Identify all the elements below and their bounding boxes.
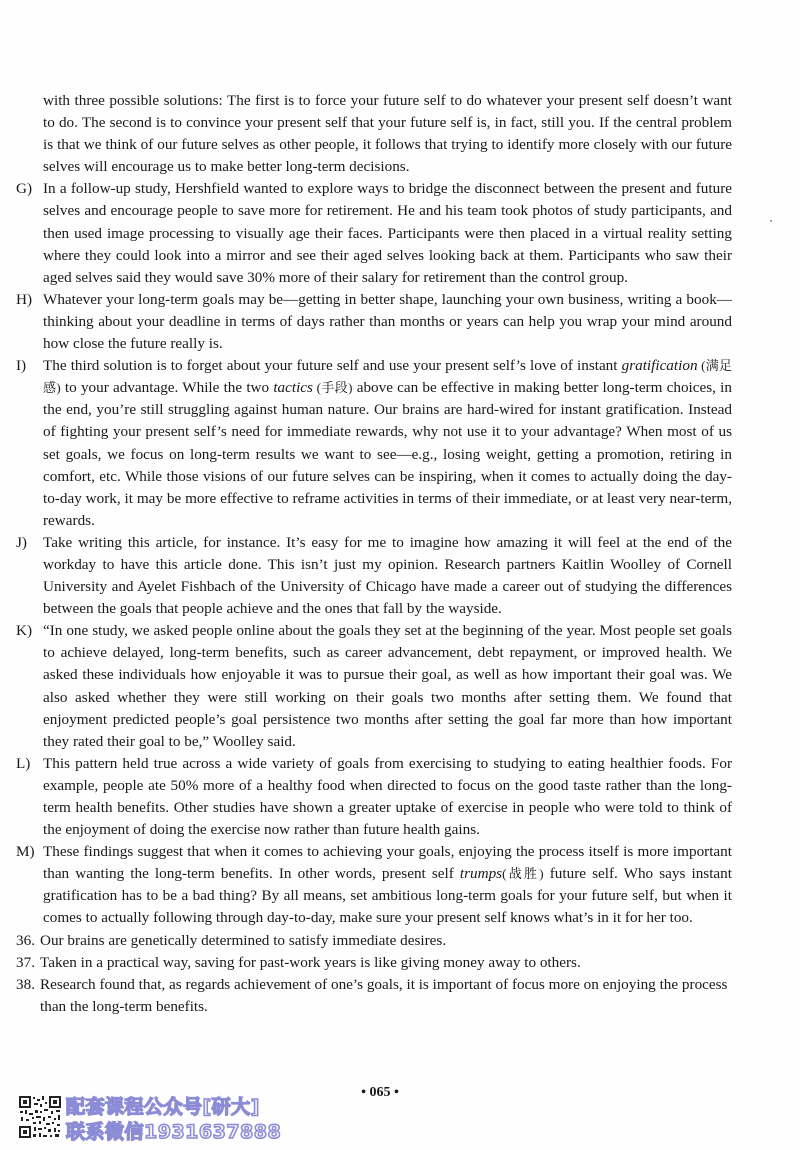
chinese-gloss: (满足感) [43,358,732,396]
paragraph-label: G) [16,180,33,198]
text-run: to your advantage. While the two [60,379,274,397]
italic-term: gratification [621,357,698,375]
question-text: Our brains are genetically determined to satisfy immediate desires. [40,931,447,949]
italic-term: tactics [273,379,313,397]
question-number: 36. [16,931,35,949]
chinese-gloss: (战胜) [502,866,544,882]
question-38 [16,974,732,1018]
watermark-line-2: 联系微信1931637888 [66,1121,282,1143]
paragraph-text: with three possible solutions: The first is to force your future self to do whatever your present self doesn’t want to do. The second is to convince your present self that your future self is, in fact, still you. If the central problem is that we think of our future selves as other people, it follows that trying to identify more closely with our future selves will encourage us to make better long-term decisions. [43,92,732,176]
question-number: 37. [16,953,35,971]
paragraph-continued [16,90,732,178]
question-text: Taken in a practical way, saving for past-work years is like giving money away to others. [40,953,581,971]
italic-term: trumps [459,865,503,883]
paragraph-label: M) [16,843,35,861]
chinese-gloss: (手段) [312,380,353,396]
paragraph-text: In a follow-up study, Hershfield wanted to explore ways to bridge the disconnect between the present and future selves and encourage people to save more for retirement. He and his team took photos of study participants, and then used image processing to visually age their faces. Participants were then placed in a virtual reality setting where they could look into a mirror and see their aged selves looking back at them. Participants who saw their aged selves said they would save 30% more of their salary for retirement than the control group. [43,180,732,286]
paragraph-label: J) [16,533,27,551]
question-text: Research found that, as regards achievement of one’s goals, it is important of focus more on enjoying the process than the long-term benefits. [40,975,728,1015]
paragraph-label: I) [16,357,27,375]
text-run: above can be effective in making better long-term choices, in the end, you’re still struggling against human nature. Our brains are hard-wired for instant gratification. Instead of fighting your present self’s need for immediate rewards, why not use it to your advantage? When most of us set goals, we focus on long-term results we want to see—e.g., losing weight, getting a promotion, retiring in comfort, etc. While those visions of our future selves can be inspiring, when it comes to actually doing the day-to-day work, it may be more effective to reframe activities in terms of their immediate, or at least very near-term, rewards. [43,379,732,529]
paragraph-label: K) [16,622,33,640]
page-number: • 065 • [361,1085,399,1100]
paragraph-g [16,178,732,288]
paragraph-text [43,355,732,532]
paragraph-m [16,841,732,929]
text-run: These findings suggest that when it comes to achieving your goals, enjoying the process itself is more important than wanting the long-term benefits. In other words, present self [43,843,732,883]
paragraph-k [16,620,732,753]
paragraph-text: “In one study, we asked people online about the goals they set at the beginning of the year. Most people set goals to achieve delayed, long-term benefits, such as career advancement, debt repayment, or improved health. We asked these individuals how enjoyable it was to pursue their goal, as well as how important their goal was. We also asked whether they were still working on their goals two months after setting them. We found that enjoyment predicted people’s goal persistence two months after setting the goal far more than how important they rated their goal to be,” Woolley said. [43,622,732,750]
qr-code-icon [18,1095,62,1139]
paragraph-h [16,289,732,355]
paragraph-label: L) [16,754,31,772]
paragraph-j [16,532,732,620]
paragraph-l [16,753,732,841]
paragraph-label: H) [16,290,33,308]
paragraph-text: This pattern held true across a wide variety of goals from exercising to studying to eating healthier foods. For example, people ate 50% more of a healthy food when directed to focus on the good taste rather than the long-term health benefits. Other studies have shown a greater uptake of exercise in people who were told to think of the enjoyment of doing the exercise now rather than future health gains. [43,754,732,839]
paragraph-text [43,841,732,929]
paragraph-text: Take writing this article, for instance. It’s easy for me to imagine how amazing it will feel at the end of the workday to have this article done. This isn’t just my opinion. Research partners Kaitlin Woolley of Cornell University and Ayelet Fishbach of the University of Chicago have made a career out of studying the differences between the goals that people achieve and the ones that fall by the wayside. [43,533,732,618]
question-number: 38. [16,975,35,993]
paragraph-i [16,355,732,532]
watermark-line-1: 配套课程公众号[研大] [66,1096,260,1118]
paragraph-text: Whatever your long-term goals may be—getting in better shape, launching your own business, writing a book—thinking about your deadline in terms of days rather than months or years can help you wrap your mind around how close the future really is. [43,290,732,353]
question-37 [16,952,732,974]
text-run: The third solution is to forget about your future self and use your present self’s love of instant [43,357,622,375]
question-36 [16,930,732,952]
reading-passage [16,90,732,1018]
scan-speck [770,220,772,222]
text-run: future self. Who says instant gratification has to be a bad thing? By all means, set ambitious long-term goals for your future self, but when it comes to actually following through day-to-day, make sure your present self knows what’s in it for her too. [43,865,732,927]
